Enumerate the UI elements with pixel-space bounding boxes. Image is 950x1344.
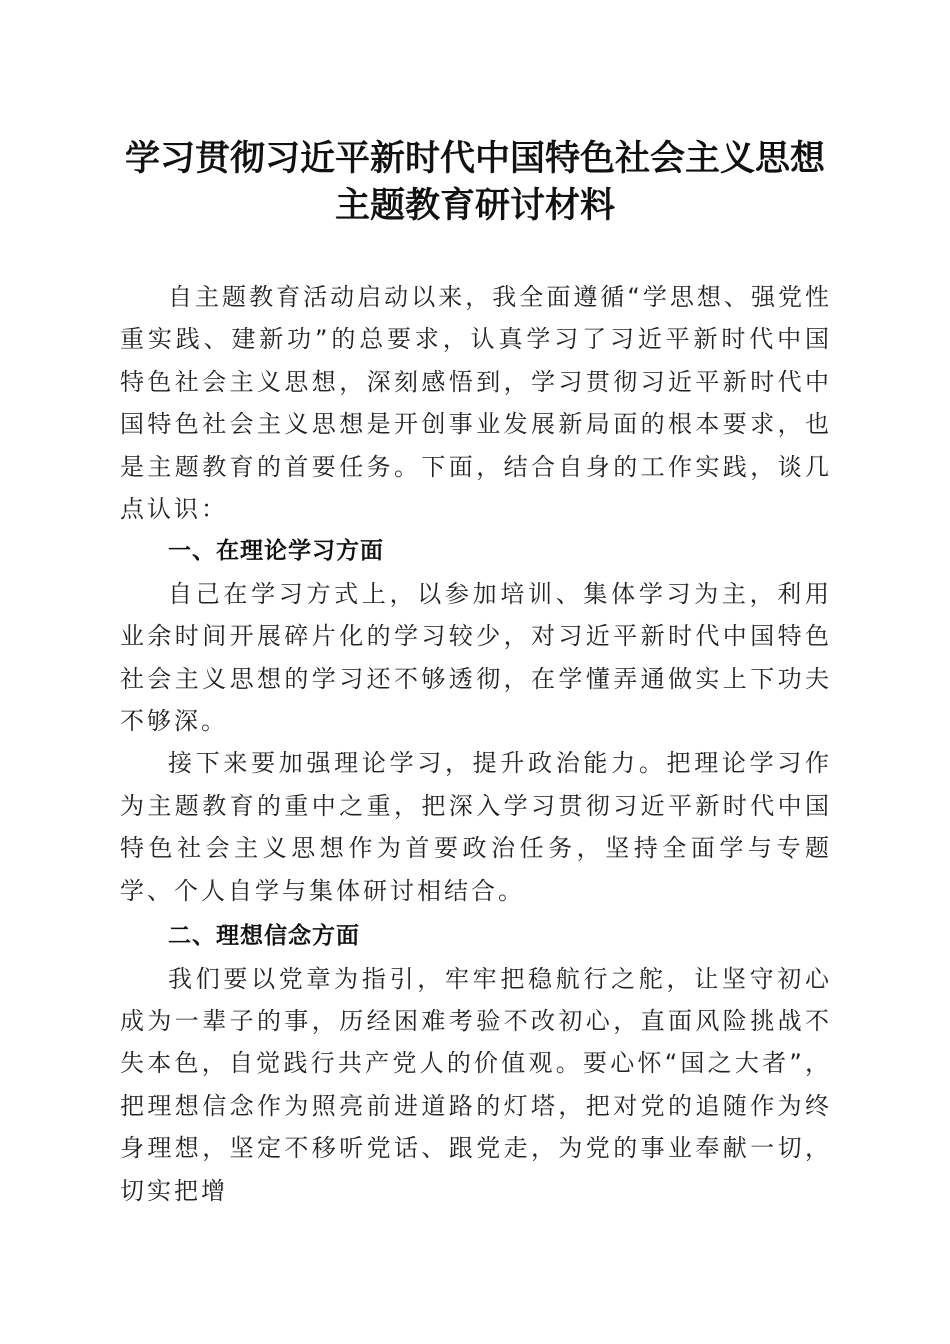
- section-heading-theory: 一、在理论学习方面: [168, 538, 384, 565]
- section-paragraph: 接下来要加强理论学习，提升政治能力。把理论学习作为主题教育的重中之重，把深入学习贯彻习近平新时代中国特色社会主义思想作为首要政治任务，坚持全面学与专题学、个人自学与集体研讨相结合。: [120, 749, 832, 905]
- intro-paragraph: 自主题教育活动启动以来，我全面遵循“学思想、强党性重实践、建新功”的总要求，认真学习了习近平新时代中国特色社会主义思想，深刻感悟到，学习贯彻习近平新时代中国特色社会主义思想是开创事业发展新局面的根本要求，也是主题教育的首要任务。下面，结合自身的工作实践，谈几点认识：: [120, 283, 832, 524]
- section-paragraph: 我们要以党章为指引，牢牢把稳航行之舵，让坚守初心成为一辈子的事，历经困难考验不改初心，直面风险挑战不失本色，自觉践行共产党人的价值观。要心怀“国之大者”，把理想信念作为照亮前进道路的灯塔，把对党的追随作为终身理想，坚定不移听党话、跟党走，为党的事业奉献一切，切实把增: [120, 964, 832, 1205]
- document-body: [120, 276, 832, 1212]
- section-paragraph: 自己在学习方式上，以参加培训、集体学习为主，利用业余时间开展碎片化的学习较少，对习近平新时代中国特色社会主义思想的学习还不够透彻，在学懂弄通做实上下功夫不够深。: [120, 579, 832, 736]
- section-heading-ideals: 二、理想信念方面: [168, 923, 360, 950]
- document-title-line1: 学习贯彻习近平新时代中国特色社会主义思想: [124, 138, 825, 179]
- document-title-line2: 主题教育研讨材料: [334, 185, 615, 226]
